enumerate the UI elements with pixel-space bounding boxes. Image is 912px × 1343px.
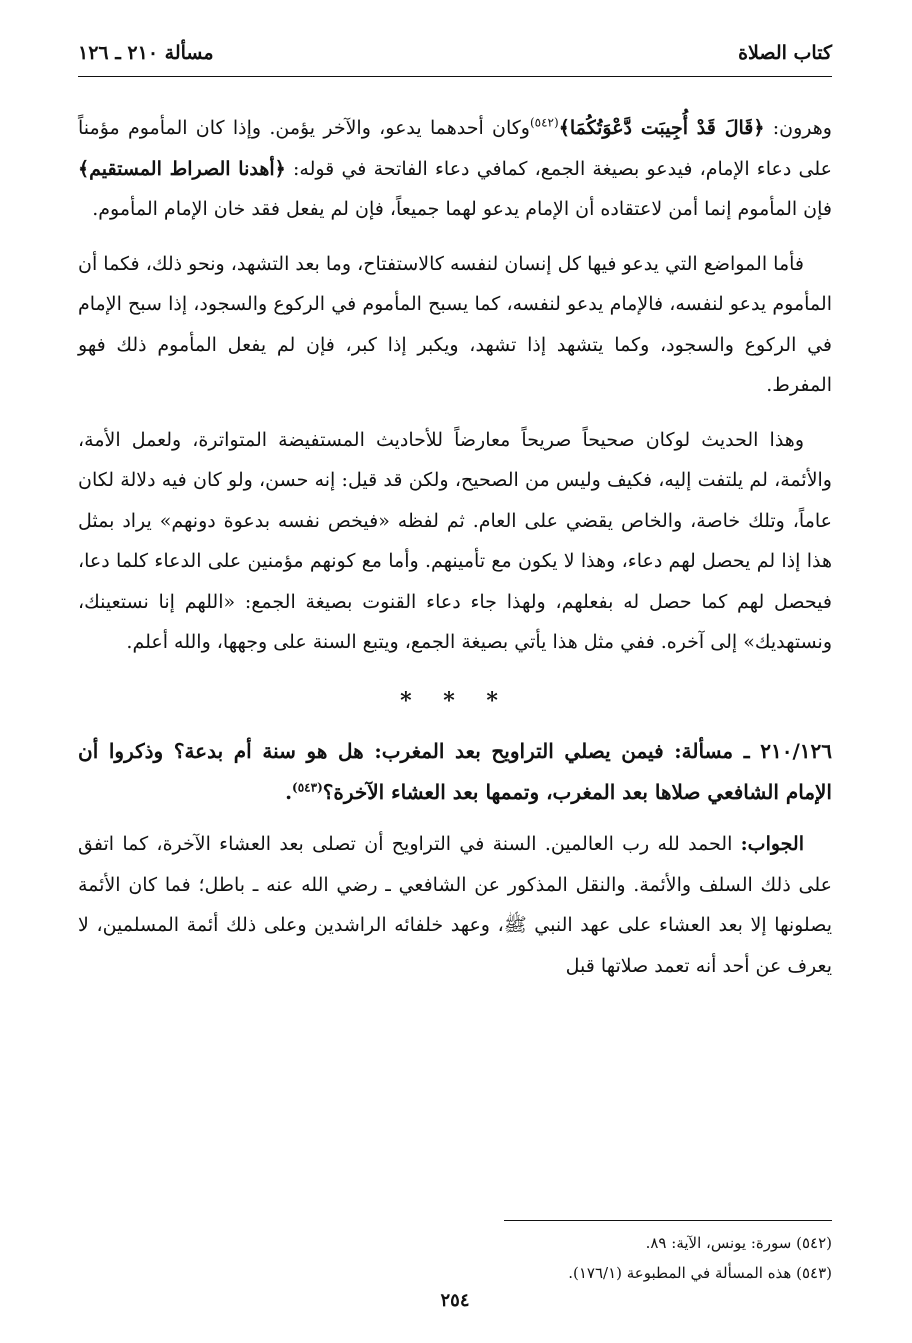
paragraph-3: وهذا الحديث لوكان صحيحاً صريحاً معارضاً للأحاديث المستفيضة المتواترة، ولعمل الأمة، والأئمة، لم يلتفت إليه، فكيف وليس من الصحيح، ولكن قد قيل: إنه حسن، ولو كان فيه دلالة لكان عاماً، وتلك خاصة، والخاص يقضي على العام. ثم لفظه «فيخص نفسه بدعوة دونهم» يراد بمثل هذا إذا لم يحصل لهم دعاء، وهذا لا يكون مع تأمينهم. وأما مع كونهم مؤمنين على الدعاء كلما دعا، فيحصل لهم كما حصل له بفعلهم، ولهذا جاء دعاء القنوت بصيغة الجمع: «اللهم إنا نستعينك، ونستهديك» إلى آخره. ففي مثل هذا يأتي بصيغة الجمع، ويتبع السنة على وجهها، والله أعلم. [78,428,832,653]
running-header [78,36,832,76]
quran-verse-2: ﴿أهدنا الصراط المستقيم﴾ [78,157,286,180]
paragraph-1 [78,108,832,230]
footnote-divider [504,1220,832,1221]
book-page [78,36,832,1316]
answer-text: الحمد لله رب العالمين. السنة في التراويح أن تصلى بعد العشاء الآخرة، كما اتفق على ذلك السلف والأئمة. والنقل المذكور عن الشافعي ـ رضي الله عنه ـ باطل؛ فما كان الأئمة يصلونها إلا بعد العشاء على عهد النبي ﷺ، وعهد خلفائه الراشدين وعلى ذلك أئمة المسلمين، لا يعرف عن أحد أنه تعمد صلاتها قبل [78,833,832,977]
footnote-543: (٥٤٣) هذه المسألة في المطبوعة (١٧٦/١). [568,1264,832,1282]
section-separator: * * * [400,687,510,714]
answer-label: الجواب: [740,833,804,855]
answer-paragraph [78,824,832,986]
footnote-542: (٥٤٢) سورة: يونس، الآية: ٨٩. [645,1234,832,1252]
footnote-ref-543[interactable]: (٥٤٣) [292,779,323,794]
question-text: ٢١٠/١٢٦ ـ مسألة: فيمن يصلي التراويح بعد المغرب: هل هو سنة أم بدعة؟ وذكروا أن الإمام الشافعي صلاها بعد المغرب، وتممها بعد العشاء الآخرة؟ [78,739,832,804]
header-issue-number: مسألة ٢١٠ ـ ١٢٦ [78,42,214,64]
header-divider [78,76,832,77]
header-book-title: كتاب الصلاة [738,42,832,64]
footnotes [78,1228,832,1288]
question-end: . [285,779,293,804]
paragraph-2: فأما المواضع التي يدعو فيها كل إنسان لنفسه كالاستفتاح، وما بعد التشهد، ونحو ذلك، فكما أن المأموم يدعو لنفسه، فالإمام يدعو لنفسه، كما يسبح المأموم في الركوع والسجود، إذا سبح الإمام في الركوع والسجود، وكما يتشهد إذا تشهد، ويكبر إذا كبر، فإن لم يفعل المأموم ذلك فهو المفرط. [78,252,832,396]
body-text [78,108,832,1000]
p1-intro: وهرون: [764,117,832,139]
footnote-ref-542[interactable]: (٥٤٢) [529,115,559,130]
quran-verse-1: ﴿قَالَ قَدْ أُجِيبَت دَّعْوَتُكُمَا﴾ [558,117,765,139]
page-number: ٢٥٤ [440,1290,470,1311]
p1-body: وكان أحدهما يدعو، والآخر يؤمن. وإذا كان المأموم مؤمناً على دعاء الإمام، فيدعو بصيغة الجمع، كمافي دعاء الفاتحة في قوله: [78,117,832,180]
p1-end: فإن المأموم إنما أمن لاعتقاده أن الإمام يدعو لهما جميعاً، فإن لم يفعل فقد خان الإمام المأموم. [92,198,832,220]
question-heading [78,731,832,812]
